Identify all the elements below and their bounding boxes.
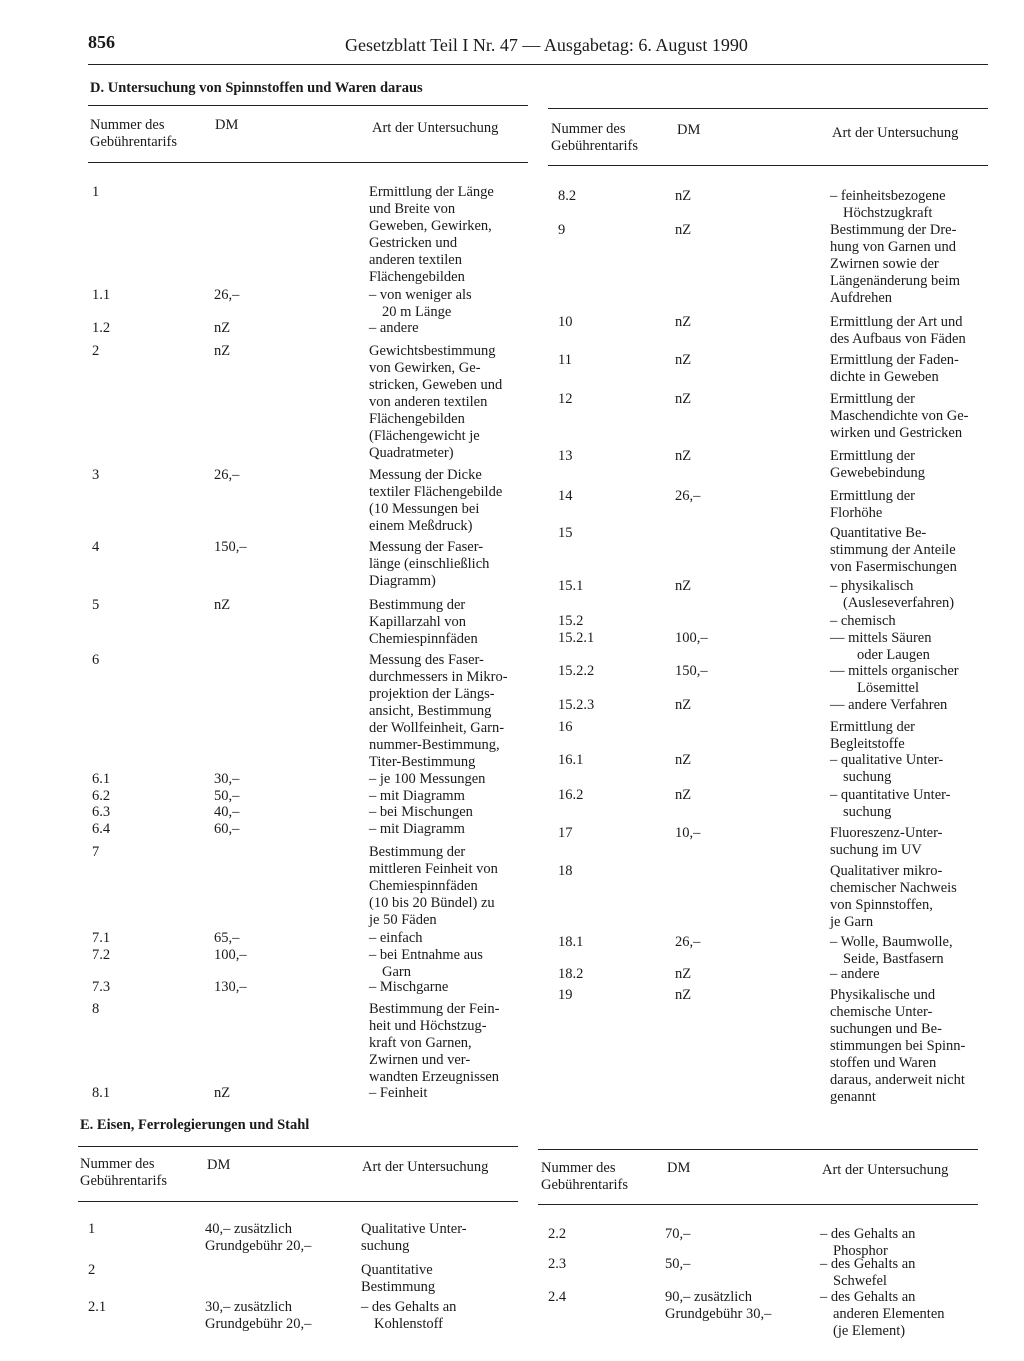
- art-line: Maschendichte von Ge-: [830, 408, 969, 424]
- gebuehr-dm: nZ: [675, 697, 692, 713]
- art-line: Lösemittel: [857, 680, 920, 696]
- art-line: Titer-Bestimmung: [369, 754, 476, 770]
- art-line: Ermittlung der Faden-: [830, 352, 959, 368]
- art-line: Gewebebindung: [830, 465, 926, 481]
- gebuehr-dm: nZ: [214, 1085, 231, 1101]
- art-line: Qualitative Unter-: [361, 1221, 467, 1237]
- gebuehr-dm: 30,–: [214, 771, 240, 787]
- art-line: Chemiespinnfäden: [369, 878, 478, 894]
- art-line: – feinheitsbezogene: [830, 188, 946, 204]
- gebuehr-dm: nZ: [675, 987, 692, 1003]
- art-line: anderen textilen: [369, 252, 462, 268]
- untersuchung-art: [830, 578, 954, 612]
- art-line: suchung: [843, 769, 892, 785]
- tarif-nummer: 15.1: [558, 578, 584, 594]
- art-line: – Feinheit: [369, 1085, 428, 1101]
- section-e-title: E. Eisen, Ferrolegierungen und Stahl: [80, 1117, 310, 1133]
- art-line: (Ausleseverfahren): [843, 595, 955, 611]
- art-line: Messung der Faser-: [369, 539, 484, 555]
- tarif-nummer: 9: [558, 222, 566, 238]
- art-line: Diagramm): [369, 573, 436, 589]
- gebuehr-dm: Grundgebühr 20,–: [205, 1238, 312, 1254]
- art-line: chemische Unter-: [830, 1004, 933, 1020]
- art-line: (Flächengewicht je: [369, 428, 480, 444]
- untersuchung-art: [830, 525, 957, 576]
- art-line: heit und Höchstzug-: [369, 1018, 487, 1034]
- gebuehr-dm: 60,–: [214, 821, 240, 837]
- art-line: –– andere Verfahren: [830, 697, 948, 713]
- tarif-nummer: 5: [92, 597, 100, 613]
- gebuehr-dm: 50,–: [214, 788, 240, 804]
- art-line: Begleitstoffe: [830, 736, 905, 752]
- art-line: des Aufbaus von Fäden: [830, 331, 966, 347]
- tarif-nummer: 16.2: [558, 787, 584, 803]
- untersuchung-art: [830, 863, 957, 931]
- art-line: einem Meßdruck): [369, 518, 473, 534]
- tarif-nummer: 11: [558, 352, 572, 368]
- section-e-header-rule-right: [538, 1204, 978, 1205]
- art-line: Fluoreszenz-Unter-: [830, 825, 943, 841]
- untersuchung-art: [369, 771, 485, 788]
- gebuehr-dm: 100,–: [675, 630, 708, 646]
- art-line: suchung: [361, 1238, 410, 1254]
- art-line: –– mittels Säuren: [830, 630, 932, 646]
- art-line: je Garn: [830, 914, 874, 930]
- gebuehr-dm: nZ: [675, 314, 692, 330]
- gebuehr-dm: nZ: [675, 966, 692, 982]
- untersuchung-art: [361, 1262, 435, 1296]
- art-line: Qualitativer mikro-: [830, 863, 943, 879]
- art-line: Messung des Faser-: [369, 652, 484, 668]
- art-line: Gestricken und: [369, 235, 458, 251]
- art-line: Quantitative: [361, 1262, 433, 1278]
- art-line: – des Gehalts an: [361, 1299, 457, 1315]
- art-line: – Mischgarne: [369, 979, 449, 995]
- tarif-nummer: 2: [92, 343, 100, 359]
- section-e-rule-right: [538, 1149, 978, 1150]
- art-line: 20 m Länge: [382, 304, 452, 320]
- tarif-nummer: 17: [558, 825, 573, 841]
- page-number: 856: [88, 32, 115, 52]
- art-line: – einfach: [369, 930, 423, 946]
- gebuehr-dm: 50,–: [665, 1256, 691, 1272]
- gebuehr-dm: nZ: [675, 578, 692, 594]
- art-line: Bestimmung: [361, 1279, 436, 1295]
- tarif-nummer: 6.2: [92, 788, 111, 804]
- tarif-nummer: 1.1: [92, 287, 111, 303]
- tarif-nummer: 15.2.1: [558, 630, 595, 646]
- art-line: suchung: [843, 804, 892, 820]
- untersuchung-art: [369, 844, 498, 929]
- art-line: Gewichtsbestimmung: [369, 343, 496, 359]
- untersuchung-art: [830, 188, 946, 222]
- section-d-rule-left: [88, 105, 528, 106]
- untersuchung-art: [830, 448, 925, 482]
- art-line: – des Gehalts an: [820, 1226, 916, 1242]
- art-line: Geweben, Gewirken,: [369, 218, 492, 234]
- tarif-nummer: 2.3: [548, 1256, 567, 1272]
- art-line: – von weniger als: [369, 287, 472, 303]
- art-line: kraft von Garnen,: [369, 1035, 472, 1051]
- tarif-nummer: 1: [92, 184, 100, 200]
- art-line: Flächengebilden: [369, 269, 465, 285]
- tarif-nummer: 15.2.3: [558, 697, 595, 713]
- art-line: Florhöhe: [830, 505, 883, 521]
- art-line: –– mittels organischer: [830, 663, 959, 679]
- untersuchung-art: [369, 320, 419, 337]
- tarif-nummer: 13: [558, 448, 573, 464]
- gebuehr-dm: nZ: [675, 752, 692, 768]
- gebuehr-dm: 26,–: [675, 488, 701, 504]
- art-line: Quantitative Be-: [830, 525, 927, 541]
- tarif-nummer: 6.4: [92, 821, 111, 837]
- art-line: Zwirnen und ver-: [369, 1052, 471, 1068]
- art-line: – bei Mischungen: [369, 804, 473, 820]
- untersuchung-art: [820, 1289, 945, 1340]
- art-line: suchung im UV: [830, 842, 922, 858]
- e-col-header-dm-right: DM: [667, 1160, 691, 1176]
- art-line: durchmessers in Mikro-: [369, 669, 508, 685]
- untersuchung-art: [830, 352, 959, 386]
- gebuehr-dm: nZ: [675, 352, 692, 368]
- untersuchung-art: [830, 987, 965, 1106]
- art-line: (je Element): [833, 1323, 906, 1339]
- col-header-art-right: Art der Untersuchung: [832, 125, 959, 141]
- tarif-nummer: 8.2: [558, 188, 577, 204]
- col-header-art: Art der Untersuchung: [372, 120, 499, 136]
- art-line: oder Laugen: [857, 647, 930, 663]
- tarif-nummer: 2.2: [548, 1226, 567, 1242]
- page-title: Gesetzblatt Teil I Nr. 47 — Ausgabetag: 6. August 1990: [345, 35, 748, 55]
- art-line: – chemisch: [830, 613, 896, 629]
- art-line: Quadratmeter): [369, 445, 454, 461]
- e-col-header-art-right: Art der Untersuchung: [822, 1162, 949, 1178]
- art-line: – Wolle, Baumwolle,: [830, 934, 953, 950]
- untersuchung-art: [830, 825, 942, 859]
- art-line: von Spinnstoffen,: [830, 897, 933, 913]
- tarif-nummer: 6.1: [92, 771, 111, 787]
- art-line: Flächengebilden: [369, 411, 465, 427]
- art-line: und Breite von: [369, 201, 456, 217]
- art-line: Ermittlung der: [830, 391, 915, 407]
- art-line: nummer-Bestimmung,: [369, 737, 500, 753]
- art-line: Ermittlung der Art und: [830, 314, 963, 330]
- art-line: – qualitative Unter-: [830, 752, 944, 768]
- untersuchung-art: [830, 787, 951, 821]
- untersuchung-art: [369, 652, 508, 771]
- art-line: – physikalisch: [830, 578, 914, 594]
- tarif-nummer: 6.3: [92, 804, 111, 820]
- art-line: Kohlenstoff: [374, 1316, 444, 1332]
- untersuchung-art: [361, 1299, 456, 1333]
- gebuehr-dm: nZ: [675, 222, 692, 238]
- e-col-header-art: Art der Untersuchung: [362, 1159, 489, 1175]
- gebuehr-dm: 26,–: [675, 934, 701, 950]
- art-line: – bei Entnahme aus: [369, 947, 483, 963]
- art-line: der Wollfeinheit, Garn-: [369, 720, 505, 736]
- art-line: – des Gehalts an: [820, 1256, 916, 1272]
- tarif-nummer: 7.3: [92, 979, 111, 995]
- gebuehr-dm: 40,–: [214, 804, 240, 820]
- art-line: Chemiespinnfäden: [369, 631, 478, 647]
- art-line: genannt: [830, 1089, 876, 1105]
- art-line: mittleren Feinheit von: [369, 861, 498, 877]
- tarif-nummer: 2.1: [88, 1299, 107, 1315]
- untersuchung-art: [369, 184, 494, 286]
- untersuchung-art: [369, 539, 489, 590]
- art-line: chemischer Nachweis: [830, 880, 957, 896]
- section-d-header-rule-right: [548, 165, 988, 166]
- section-d-header-rule-left: [88, 162, 528, 163]
- art-line: je 50 Fäden: [369, 912, 437, 928]
- untersuchung-art: [369, 930, 423, 947]
- art-line: Schwefel: [833, 1273, 887, 1289]
- gebuehr-dm: 10,–: [675, 825, 701, 841]
- col-header-dm: DM: [215, 117, 239, 133]
- art-line: Bestimmung der Dre-: [830, 222, 957, 238]
- art-line: hung von Garnen und: [830, 239, 957, 255]
- art-line: Höchstzugkraft: [843, 205, 933, 221]
- gebuehr-dm: Grundgebühr 20,–: [205, 1316, 312, 1332]
- tarif-nummer: 16.1: [558, 752, 584, 768]
- untersuchung-art: [369, 804, 473, 821]
- gebuehr-dm: 130,–: [214, 979, 247, 995]
- untersuchung-art: [830, 630, 932, 664]
- art-line: länge (einschließlich: [369, 556, 490, 572]
- art-line: Messung der Dicke: [369, 467, 482, 483]
- header-rule: [88, 64, 988, 65]
- tarif-nummer: 8.1: [92, 1085, 111, 1101]
- untersuchung-art: [830, 934, 953, 968]
- art-line: Bestimmung der Fein-: [369, 1001, 500, 1017]
- untersuchung-art: [830, 966, 880, 983]
- gebuehr-dm: nZ: [675, 391, 692, 407]
- art-line: stimmung der Anteile: [830, 542, 956, 558]
- gebuehr-dm: nZ: [675, 188, 692, 204]
- section-e-rule-left: [78, 1146, 518, 1147]
- tarif-nummer: 2.4: [548, 1289, 567, 1305]
- art-line: Seide, Bastfasern: [843, 951, 944, 967]
- art-line: textiler Flächengebilde: [369, 484, 503, 500]
- untersuchung-art: [369, 1085, 427, 1102]
- tarif-nummer: 7.2: [92, 947, 111, 963]
- gebuehr-dm: 150,–: [214, 539, 247, 555]
- art-line: stimmungen bei Spinn-: [830, 1038, 966, 1054]
- gebuehr-dm: 90,– zusätzlich: [665, 1289, 752, 1305]
- untersuchung-art: [369, 821, 465, 838]
- art-line: Zwirnen sowie der: [830, 256, 939, 272]
- gebuehr-dm: nZ: [214, 320, 231, 336]
- art-line: Längenänderung beim: [830, 273, 961, 289]
- art-line: Physikalische und: [830, 987, 936, 1003]
- art-line: stricken, Geweben und: [369, 377, 503, 393]
- tarif-nummer: 10: [558, 314, 573, 330]
- tarif-nummer: 18.2: [558, 966, 584, 982]
- art-line: Ermittlung der: [830, 719, 915, 735]
- tarif-nummer: 8: [92, 1001, 100, 1017]
- gebuehr-dm: 65,–: [214, 930, 240, 946]
- art-line: Ermittlung der: [830, 488, 915, 504]
- art-line: Phosphor: [833, 1243, 888, 1259]
- untersuchung-art: [369, 947, 483, 981]
- untersuchung-art: [830, 314, 966, 348]
- art-line: von Fasermischungen: [830, 559, 957, 575]
- untersuchung-art: [830, 613, 896, 630]
- tarif-nummer: 4: [92, 539, 100, 555]
- tarif-nummer: 18.1: [558, 934, 584, 950]
- untersuchung-art: [369, 467, 502, 535]
- gebuehr-dm: 26,–: [214, 467, 240, 483]
- e-col-header-dm: DM: [207, 1157, 231, 1173]
- art-line: wirken und Gestricken: [830, 425, 963, 441]
- untersuchung-art: [830, 222, 960, 307]
- untersuchung-art: [369, 597, 478, 648]
- art-line: von anderen textilen: [369, 394, 488, 410]
- tarif-nummer: 15.2: [558, 613, 584, 629]
- art-line: Bestimmung der: [369, 597, 466, 613]
- tarif-nummer: 19: [558, 987, 573, 1003]
- art-line: daraus, anderweit nicht: [830, 1072, 965, 1088]
- art-line: – je 100 Messungen: [369, 771, 486, 787]
- art-line: Aufdrehen: [830, 290, 893, 306]
- tarif-nummer: 1.2: [92, 320, 111, 336]
- untersuchung-art: [369, 788, 465, 805]
- art-line: stoffen und Waren: [830, 1055, 937, 1071]
- tarif-nummer: 3: [92, 467, 100, 483]
- tarif-nummer: 6: [92, 652, 100, 668]
- art-line: projektion der Längs-: [369, 686, 495, 702]
- art-line: – mit Diagramm: [369, 788, 465, 804]
- gebuehr-dm: 70,–: [665, 1226, 691, 1242]
- art-line: suchungen und Be-: [830, 1021, 942, 1037]
- art-line: ansicht, Bestimmung: [369, 703, 492, 719]
- gebuehr-dm: 40,– zusätzlich: [205, 1221, 292, 1237]
- untersuchung-art: [369, 287, 472, 321]
- section-d-rule-right: [548, 108, 988, 109]
- untersuchung-art: [830, 697, 947, 714]
- art-line: von Gewirken, Ge-: [369, 360, 481, 376]
- col-header-nummer: Nummer des Gebührentarifs: [90, 117, 177, 150]
- art-line: – andere: [830, 966, 880, 982]
- art-line: – quantitative Unter-: [830, 787, 951, 803]
- untersuchung-art: [369, 343, 502, 462]
- art-line: Bestimmung der: [369, 844, 466, 860]
- art-line: dichte in Geweben: [830, 369, 939, 385]
- untersuchung-art: [830, 488, 915, 522]
- gebuehr-dm: nZ: [675, 787, 692, 803]
- untersuchung-art: [830, 663, 959, 697]
- art-line: (10 bis 20 Bündel) zu: [369, 895, 495, 911]
- tarif-nummer: 15: [558, 525, 573, 541]
- e-col-header-nummer-right: Nummer des Gebührentarifs: [541, 1160, 628, 1193]
- tarif-nummer: 15.2.2: [558, 663, 595, 679]
- gebuehr-dm: nZ: [214, 343, 231, 359]
- col-header-nummer-right: Nummer des Gebührentarifs: [551, 121, 638, 154]
- tarif-nummer: 2: [88, 1262, 96, 1278]
- art-line: Kapillarzahl von: [369, 614, 467, 630]
- gebuehr-dm: 30,– zusätzlich: [205, 1299, 292, 1315]
- col-header-dm-right: DM: [677, 122, 701, 138]
- untersuchung-art: [830, 752, 943, 786]
- tarif-nummer: 7.1: [92, 930, 111, 946]
- untersuchung-art: [830, 719, 915, 753]
- art-line: wandten Erzeugnissen: [369, 1069, 500, 1085]
- tarif-nummer: 16: [558, 719, 573, 735]
- art-line: – mit Diagramm: [369, 821, 465, 837]
- section-e-header-rule-left: [78, 1201, 518, 1202]
- untersuchung-art: [820, 1226, 915, 1260]
- tarif-nummer: 1: [88, 1221, 96, 1237]
- untersuchung-art: [820, 1256, 915, 1290]
- untersuchung-art: [361, 1221, 467, 1255]
- gebuehr-dm: 26,–: [214, 287, 240, 303]
- art-line: Ermittlung der Länge: [369, 184, 494, 200]
- e-col-header-nummer: Nummer des Gebührentarifs: [80, 1156, 167, 1189]
- art-line: – des Gehalts an: [820, 1289, 916, 1305]
- gebuehr-dm: nZ: [675, 448, 692, 464]
- tarif-nummer: 12: [558, 391, 573, 407]
- gebuehr-dm: 100,–: [214, 947, 247, 963]
- untersuchung-art: [369, 979, 448, 996]
- gebuehr-dm: nZ: [214, 597, 231, 613]
- art-line: – andere: [369, 320, 419, 336]
- section-d-title: D. Untersuchung von Spinnstoffen und Waren daraus: [90, 80, 423, 96]
- untersuchung-art: [830, 391, 969, 442]
- tarif-nummer: 7: [92, 844, 100, 860]
- tarif-nummer: 14: [558, 488, 573, 504]
- art-line: (10 Messungen bei: [369, 501, 480, 517]
- gebuehr-dm: Grundgebühr 30,–: [665, 1306, 772, 1322]
- art-line: Ermittlung der: [830, 448, 915, 464]
- gebuehr-dm: 150,–: [675, 663, 708, 679]
- tarif-nummer: 18: [558, 863, 573, 879]
- untersuchung-art: [369, 1001, 500, 1086]
- art-line: Garn: [382, 964, 411, 980]
- art-line: anderen Elementen: [833, 1306, 945, 1322]
